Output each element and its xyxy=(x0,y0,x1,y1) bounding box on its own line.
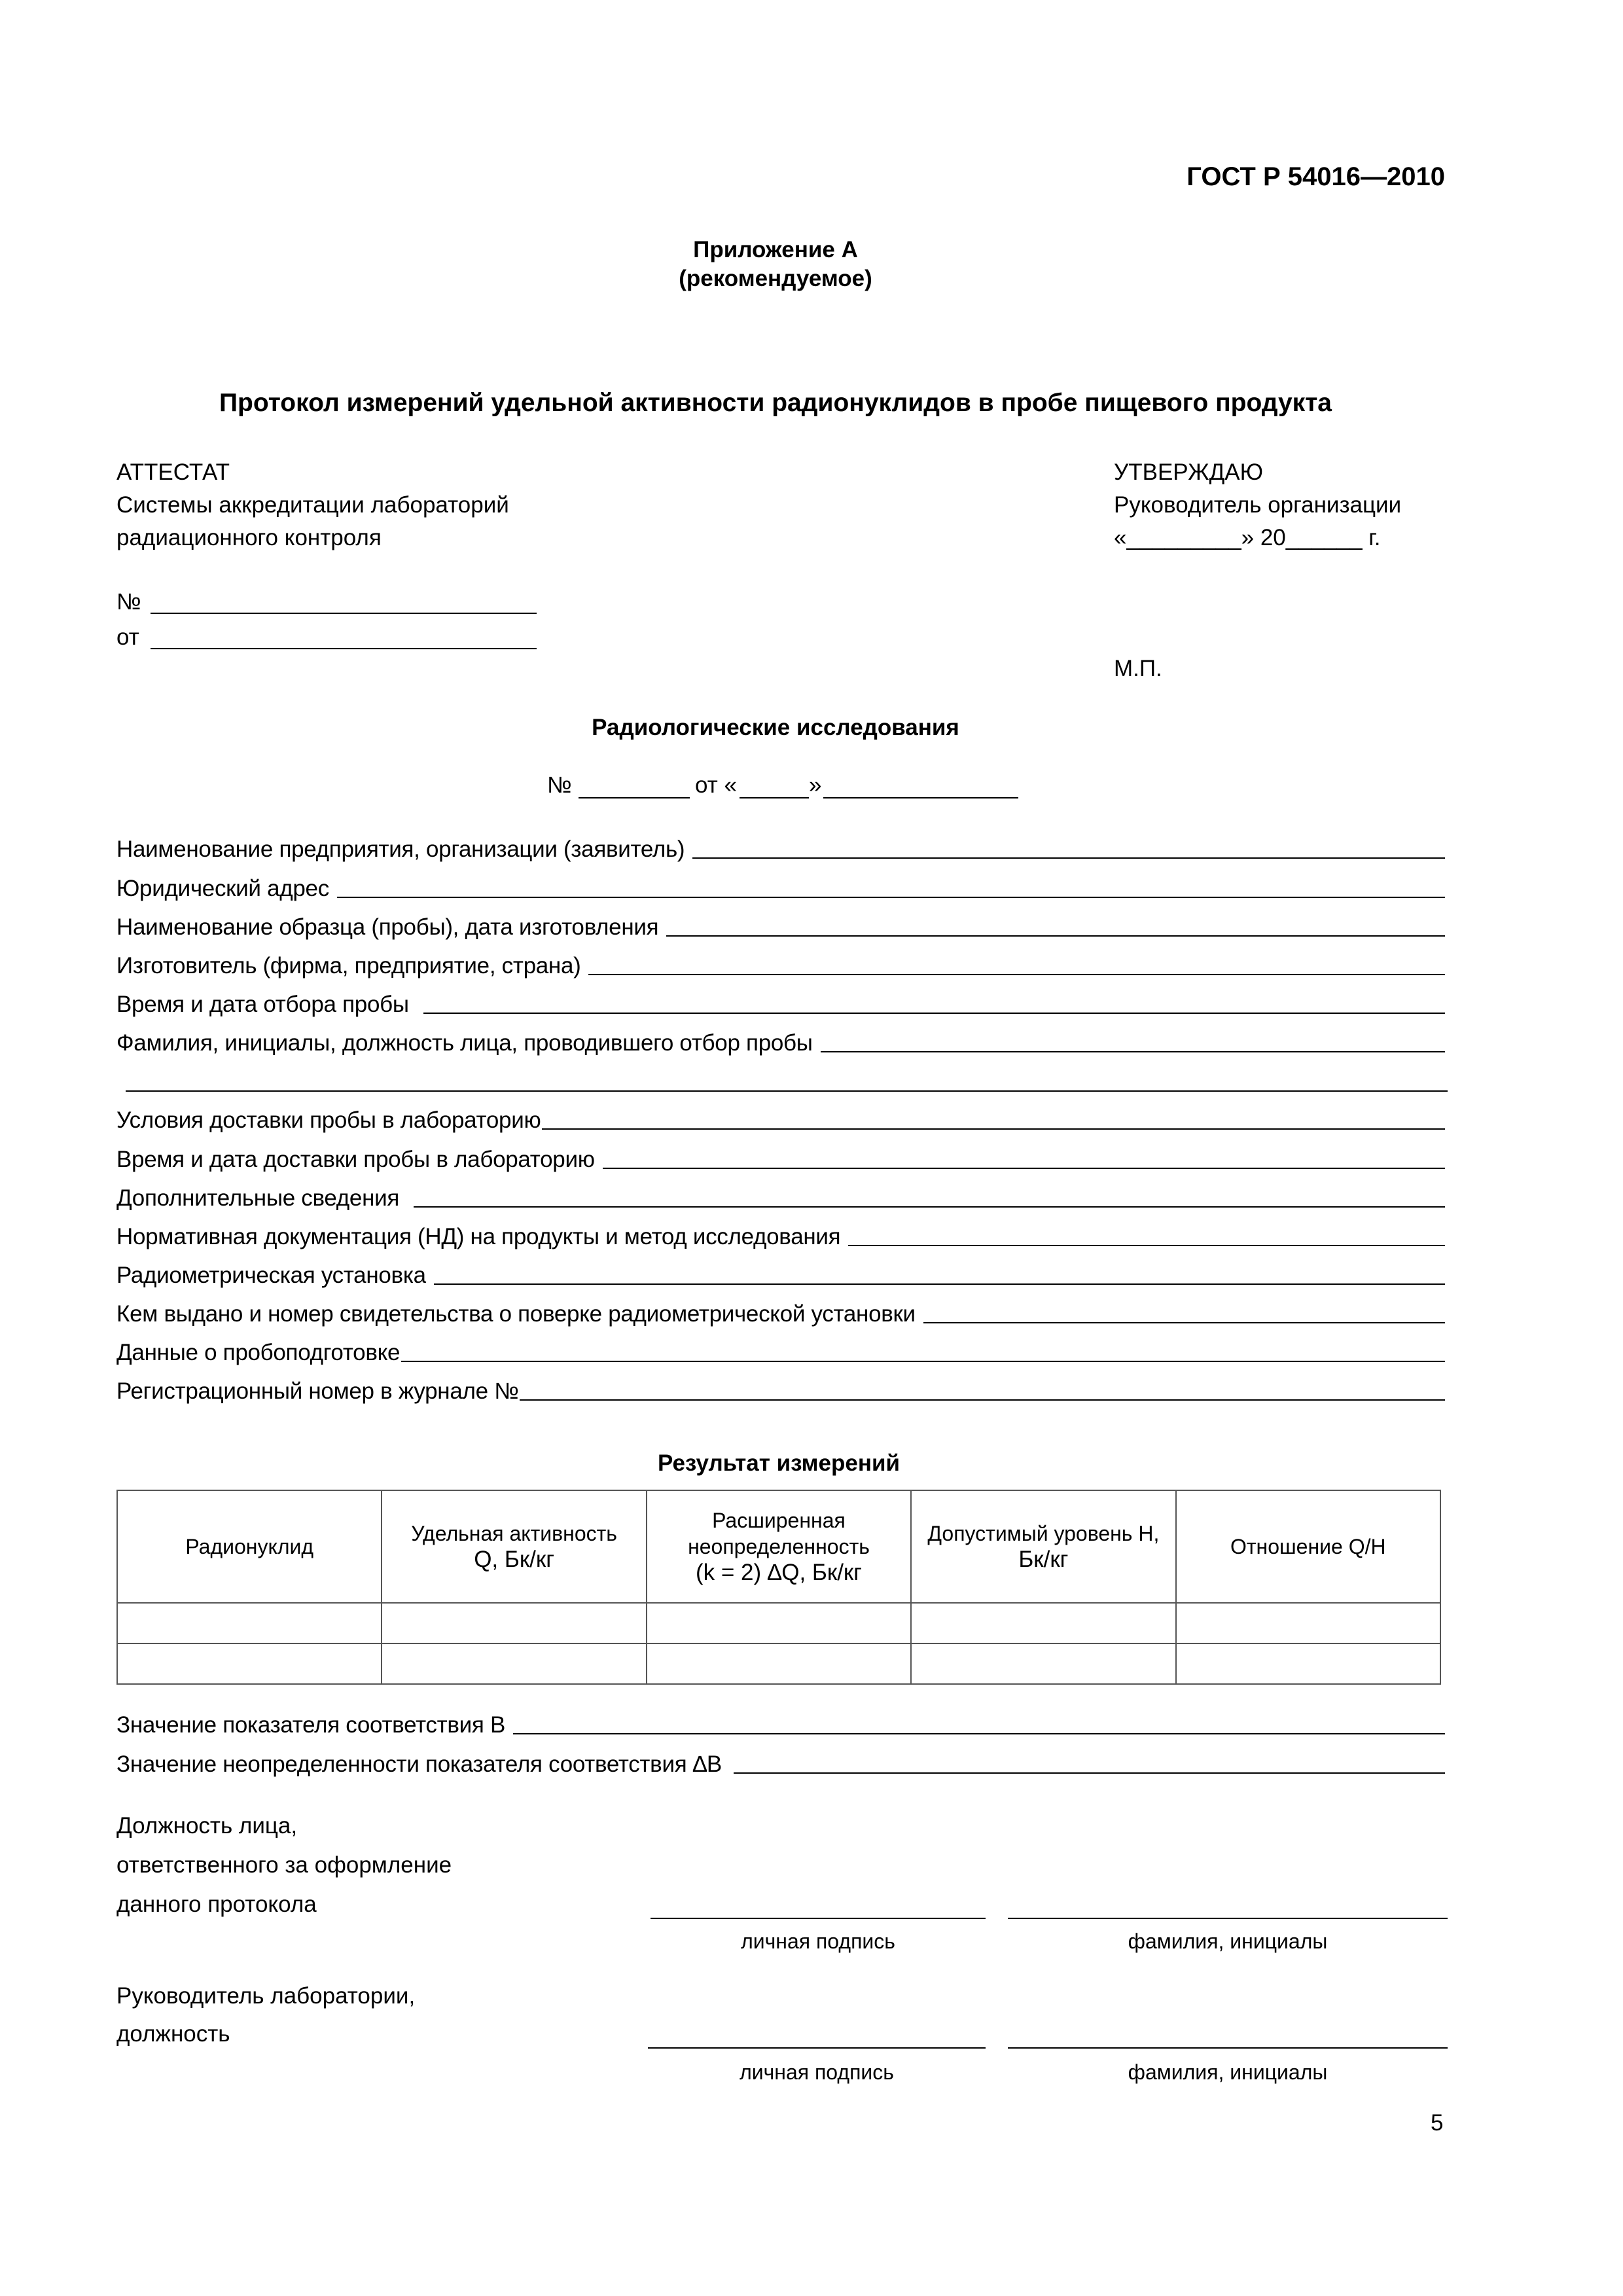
field-label: Время и дата доставки пробы в лабораторию xyxy=(116,1147,595,1172)
table-cell[interactable] xyxy=(647,1603,911,1643)
lab-head-label-1: Руководитель лаборатории, xyxy=(116,1983,416,2009)
lab-head-signature-caption: личная подпись xyxy=(740,2060,894,2084)
responsible-label-1: Должность лица, xyxy=(116,1813,298,1839)
field-label: Значение показателя соответствия B xyxy=(116,1712,506,1738)
col-uncertainty-line2: (k = 2) ∆Q, Бк/кг xyxy=(695,1560,862,1585)
field-line[interactable] xyxy=(423,1013,1445,1014)
section-title: Радиологические исследования xyxy=(592,715,959,740)
field-label: Значение неопределенности показателя соответствия ∆B xyxy=(116,1751,722,1777)
field-label: Наименование предприятия, организации (заявитель) xyxy=(116,836,685,862)
field-radiometric-device[interactable] xyxy=(116,1261,1445,1290)
page-number: 5 xyxy=(1431,2110,1444,2136)
field-line[interactable] xyxy=(520,1399,1445,1401)
field-label: Юридический адрес xyxy=(116,876,329,901)
responsible-signature-line[interactable] xyxy=(651,1918,986,1919)
table-cell[interactable] xyxy=(1176,1603,1440,1643)
section-number-field[interactable] xyxy=(579,797,690,798)
lab-head-label-2: должность xyxy=(116,2021,230,2047)
field-line[interactable] xyxy=(513,1733,1445,1734)
col-permissible-level-line1: Допустимый уровень H, xyxy=(927,1522,1160,1545)
appendix-note: (рекомендуемое) xyxy=(679,266,872,291)
field-label: Время и дата отбора пробы xyxy=(116,992,409,1017)
table-cell[interactable] xyxy=(382,1603,646,1643)
field-label: Данные о пробоподготовке xyxy=(116,1340,401,1365)
field-line[interactable] xyxy=(414,1206,1445,1208)
field-line[interactable] xyxy=(401,1361,1445,1362)
stamp-label: М.П. xyxy=(1114,656,1162,681)
appendix-title: Приложение А xyxy=(693,237,858,262)
field-label: Кем выдано и номер свидетельства о поверке радиометрической установки xyxy=(116,1301,916,1327)
attestat-number-label: № xyxy=(116,589,141,615)
col-uncertainty xyxy=(647,1490,911,1603)
table-cell[interactable] xyxy=(382,1643,646,1684)
field-line[interactable] xyxy=(542,1128,1445,1130)
approve-date: «_________» 20______ г. xyxy=(1114,525,1381,550)
field-verification-certificate[interactable] xyxy=(116,1300,1445,1329)
col-specific-activity xyxy=(382,1490,646,1603)
field-sampler-continuation[interactable] xyxy=(126,1068,1448,1097)
table-cell[interactable] xyxy=(911,1603,1175,1643)
attestat-number-field[interactable] xyxy=(151,613,537,614)
responsible-label-2: ответственного за оформление xyxy=(116,1852,452,1878)
field-label: Условия доставки пробы в лабораторию xyxy=(116,1107,541,1133)
field-delivery-time[interactable] xyxy=(116,1145,1445,1174)
responsible-name-line[interactable] xyxy=(1008,1918,1448,1919)
field-line[interactable] xyxy=(603,1168,1445,1169)
field-line[interactable] xyxy=(588,974,1445,975)
document-title: Протокол измерений удельной активности радионуклидов в пробе пищевого продукта xyxy=(219,389,1332,417)
results-title: Результат измерений xyxy=(657,1450,901,1476)
table-cell[interactable] xyxy=(117,1603,382,1643)
field-line[interactable] xyxy=(126,1090,1448,1092)
section-from-label: от « xyxy=(695,772,737,798)
field-line[interactable] xyxy=(692,857,1445,859)
table-cell[interactable] xyxy=(117,1643,382,1684)
table-row xyxy=(117,1603,1440,1643)
approve-label: УТВЕРЖДАЮ xyxy=(1114,459,1263,485)
field-label: Радиометрическая установка xyxy=(116,1263,426,1288)
field-label: Регистрационный номер в журнале № xyxy=(116,1378,519,1404)
field-line[interactable] xyxy=(666,935,1445,937)
lab-head-name-line[interactable] xyxy=(1008,2047,1448,2049)
attestat-label: АТТЕСТАТ xyxy=(116,459,230,485)
table-cell[interactable] xyxy=(647,1643,911,1684)
field-compliance-value[interactable] xyxy=(116,1711,1445,1740)
field-compliance-uncertainty[interactable] xyxy=(116,1750,1445,1779)
field-label: Нормативная документация (НД) на продукты и метод исследования xyxy=(116,1224,841,1249)
responsible-label-3: данного протокола xyxy=(116,1892,317,1917)
field-line[interactable] xyxy=(734,1772,1445,1774)
field-legal-address[interactable] xyxy=(116,874,1445,903)
col-permissible-level-line2: Бк/кг xyxy=(1018,1547,1069,1572)
col-radionuclide xyxy=(117,1490,382,1603)
field-line[interactable] xyxy=(923,1322,1445,1323)
results-header-row xyxy=(117,1490,1440,1603)
field-line[interactable] xyxy=(434,1283,1445,1285)
field-registration-number[interactable] xyxy=(116,1377,1445,1406)
table-cell[interactable] xyxy=(1176,1643,1440,1684)
field-label: Фамилия, инициалы, должность лица, проводившего отбор пробы xyxy=(116,1030,813,1056)
field-normative-docs[interactable] xyxy=(116,1223,1445,1251)
col-specific-activity-line1: Удельная активность xyxy=(411,1522,617,1545)
col-ratio xyxy=(1176,1490,1440,1603)
field-line[interactable] xyxy=(821,1051,1445,1052)
field-sampler[interactable] xyxy=(116,1029,1445,1058)
col-uncertainty-line1: Расширенная неопределенность xyxy=(688,1509,870,1558)
field-line[interactable] xyxy=(848,1245,1445,1246)
lab-head-signature-line[interactable] xyxy=(648,2047,986,2049)
field-sample-preparation[interactable] xyxy=(116,1338,1445,1367)
attestat-from-field[interactable] xyxy=(151,648,537,649)
field-delivery-conditions[interactable] xyxy=(116,1106,1445,1135)
standard-number: ГОСТ Р 54016—2010 xyxy=(1186,162,1445,191)
section-number-label: № xyxy=(547,772,572,798)
attestat-control: радиационного контроля xyxy=(116,525,382,550)
attestat-system: Системы аккредитации лабораторий xyxy=(116,492,509,518)
section-close-quote: » xyxy=(809,772,822,798)
col-radionuclide-text: Радионуклид xyxy=(185,1535,314,1558)
field-label: Дополнительные сведения xyxy=(116,1185,400,1211)
table-row xyxy=(117,1643,1440,1684)
results-table xyxy=(116,1490,1441,1685)
field-additional-info[interactable] xyxy=(116,1184,1445,1213)
table-cell[interactable] xyxy=(911,1643,1175,1684)
field-label: Наименование образца (пробы), дата изготовления xyxy=(116,914,659,940)
lab-head-name-caption: фамилия, инициалы xyxy=(1128,2060,1328,2084)
attestat-from-label: от xyxy=(116,624,139,650)
field-label: Изготовитель (фирма, предприятие, страна) xyxy=(116,953,581,978)
col-permissible-level xyxy=(911,1490,1175,1603)
field-sample-name[interactable] xyxy=(116,913,1445,942)
field-applicant[interactable] xyxy=(116,835,1445,864)
section-day-field[interactable] xyxy=(740,797,809,798)
field-line[interactable] xyxy=(337,897,1445,898)
responsible-signature-caption: личная подпись xyxy=(741,1929,895,1953)
section-month-field[interactable] xyxy=(823,797,1018,798)
col-specific-activity-line2: Q, Бк/кг xyxy=(474,1547,554,1572)
field-sampling-time[interactable] xyxy=(116,990,1445,1019)
responsible-name-caption: фамилия, инициалы xyxy=(1128,1929,1328,1953)
approve-head: Руководитель организации xyxy=(1114,492,1402,518)
field-manufacturer[interactable] xyxy=(116,952,1445,980)
col-ratio-text: Отношение Q/H xyxy=(1230,1535,1386,1558)
